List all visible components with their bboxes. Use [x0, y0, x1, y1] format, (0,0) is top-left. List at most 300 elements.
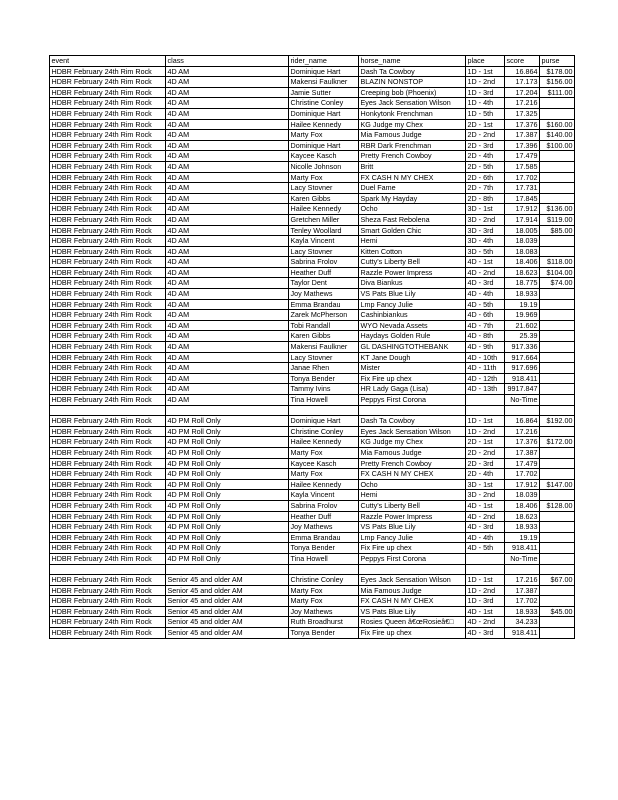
- cell-place: 3D - 1st: [466, 204, 505, 215]
- cell-rider-name: Taylor Dent: [289, 278, 359, 289]
- cell-purse: [540, 246, 575, 257]
- cell-score: 918.411: [505, 543, 540, 554]
- cell-event: HDBR February 24th Rim Rock: [50, 151, 166, 162]
- cell-horse-name: KG Judge my Chex: [359, 437, 466, 448]
- cell-place: 3D - 5th: [466, 246, 505, 257]
- table-row: [50, 161, 575, 172]
- cell-purse: $45.00: [540, 606, 575, 617]
- cell-score: 17.912: [505, 479, 540, 490]
- cell-class: 4D AM: [166, 384, 289, 395]
- cell-horse-name: Razzle Power Impress: [359, 511, 466, 522]
- table-row: [50, 395, 575, 406]
- cell-horse-name: Rosies Queen â€œRosieâ€□: [359, 617, 466, 628]
- table-row: [50, 606, 575, 617]
- table-row: [50, 299, 575, 310]
- header-cell-score: score: [505, 56, 540, 67]
- cell-horse-name: Dash Ta Cowboy: [359, 416, 466, 427]
- table-row: [50, 320, 575, 331]
- cell-event: HDBR February 24th Rim Rock: [50, 193, 166, 204]
- cell-purse: $85.00: [540, 225, 575, 236]
- cell-event: HDBR February 24th Rim Rock: [50, 214, 166, 225]
- cell-horse-name: Haydays Golden Rule: [359, 331, 466, 342]
- cell-event: HDBR February 24th Rim Rock: [50, 130, 166, 141]
- cell-event: HDBR February 24th Rim Rock: [50, 532, 166, 543]
- cell-class: 4D AM: [166, 373, 289, 384]
- header-cell-rider-name: rider_name: [289, 56, 359, 67]
- cell-purse: [540, 543, 575, 554]
- table-row: [50, 87, 575, 98]
- cell-class: 4D AM: [166, 183, 289, 194]
- table-row: [50, 628, 575, 639]
- cell-score: 17.376: [505, 437, 540, 448]
- cell-place: 4D - 8th: [466, 331, 505, 342]
- cell-place: 3D - 2nd: [466, 490, 505, 501]
- cell-horse-name: VS Pats Blue Lily: [359, 606, 466, 617]
- table-row: [50, 363, 575, 374]
- cell-purse: $128.00: [540, 500, 575, 511]
- cell-rider-name: Tina Howell: [289, 553, 359, 564]
- cell-score: 19.969: [505, 310, 540, 321]
- cell-rider-name: Joy Mathews: [289, 289, 359, 300]
- empty-cell: [540, 564, 575, 575]
- cell-event: HDBR February 24th Rim Rock: [50, 458, 166, 469]
- cell-event: HDBR February 24th Rim Rock: [50, 395, 166, 406]
- cell-score: 17.216: [505, 575, 540, 586]
- cell-purse: $118.00: [540, 257, 575, 268]
- cell-horse-name: BLAZIN NONSTOP: [359, 77, 466, 88]
- table-row: [50, 522, 575, 533]
- cell-place: 1D - 4th: [466, 98, 505, 109]
- cell-class: 4D AM: [166, 77, 289, 88]
- table-row: [50, 447, 575, 458]
- cell-event: HDBR February 24th Rim Rock: [50, 384, 166, 395]
- cell-horse-name: GL DASHINGTOTHEBANK: [359, 342, 466, 353]
- empty-cell: [505, 564, 540, 575]
- cell-event: HDBR February 24th Rim Rock: [50, 617, 166, 628]
- cell-place: 1D - 3rd: [466, 87, 505, 98]
- cell-event: HDBR February 24th Rim Rock: [50, 522, 166, 533]
- cell-horse-name: FX CASH N MY CHEX: [359, 596, 466, 607]
- cell-class: 4D AM: [166, 66, 289, 77]
- cell-place: 4D - 3rd: [466, 278, 505, 289]
- empty-cell: [540, 405, 575, 416]
- cell-event: HDBR February 24th Rim Rock: [50, 553, 166, 564]
- cell-horse-name: Peppys First Corona: [359, 553, 466, 564]
- cell-class: 4D AM: [166, 204, 289, 215]
- cell-horse-name: RBR Dark Frenchman: [359, 140, 466, 151]
- table-row: [50, 246, 575, 257]
- cell-class: 4D PM Roll Only: [166, 511, 289, 522]
- cell-class: 4D AM: [166, 278, 289, 289]
- cell-class: Senior 45 and older AM: [166, 617, 289, 628]
- cell-place: 3D - 4th: [466, 236, 505, 247]
- cell-event: HDBR February 24th Rim Rock: [50, 447, 166, 458]
- cell-place: 2D - 5th: [466, 161, 505, 172]
- cell-rider-name: Dominique Hart: [289, 140, 359, 151]
- cell-class: 4D PM Roll Only: [166, 437, 289, 448]
- cell-place: 4D - 3rd: [466, 628, 505, 639]
- cell-event: HDBR February 24th Rim Rock: [50, 246, 166, 257]
- cell-score: 18.775: [505, 278, 540, 289]
- cell-place: 4D - 13th: [466, 384, 505, 395]
- cell-score: 18.623: [505, 511, 540, 522]
- cell-place: 4D - 5th: [466, 543, 505, 554]
- cell-purse: [540, 628, 575, 639]
- table-row: [50, 352, 575, 363]
- cell-event: HDBR February 24th Rim Rock: [50, 490, 166, 501]
- cell-score: 17.376: [505, 119, 540, 130]
- cell-score: 17.585: [505, 161, 540, 172]
- cell-purse: [540, 331, 575, 342]
- cell-rider-name: Nicolle Johnson: [289, 161, 359, 172]
- cell-rider-name: Tobi Randall: [289, 320, 359, 331]
- cell-event: HDBR February 24th Rim Rock: [50, 543, 166, 554]
- cell-purse: [540, 596, 575, 607]
- empty-cell: [50, 405, 166, 416]
- cell-purse: [540, 161, 575, 172]
- cell-horse-name: Eyes Jack Sensation Wilson: [359, 575, 466, 586]
- empty-cell: [166, 564, 289, 575]
- cell-class: 4D AM: [166, 331, 289, 342]
- cell-rider-name: Zarek McPherson: [289, 310, 359, 321]
- cell-score: 17.912: [505, 204, 540, 215]
- table-row: [50, 77, 575, 88]
- cell-place: 1D - 3rd: [466, 596, 505, 607]
- cell-rider-name: Kaycee Kasch: [289, 458, 359, 469]
- table-row: [50, 236, 575, 247]
- cell-class: 4D AM: [166, 267, 289, 278]
- cell-event: HDBR February 24th Rim Rock: [50, 416, 166, 427]
- table-row: [50, 532, 575, 543]
- table-row: [50, 500, 575, 511]
- cell-purse: $147.00: [540, 479, 575, 490]
- cell-horse-name: Ocho: [359, 479, 466, 490]
- cell-horse-name: Fix Fire up chex: [359, 628, 466, 639]
- cell-horse-name: VS Pats Blue Lily: [359, 289, 466, 300]
- cell-class: 4D AM: [166, 172, 289, 183]
- cell-class: 4D AM: [166, 214, 289, 225]
- cell-class: 4D PM Roll Only: [166, 479, 289, 490]
- cell-horse-name: Diva Biankus: [359, 278, 466, 289]
- cell-horse-name: Pretty French Cowboy: [359, 151, 466, 162]
- table-row: [50, 426, 575, 437]
- cell-event: HDBR February 24th Rim Rock: [50, 236, 166, 247]
- cell-score: 18.039: [505, 236, 540, 247]
- cell-place: 1D - 2nd: [466, 585, 505, 596]
- cell-score: 17.479: [505, 151, 540, 162]
- cell-rider-name: Hailee Kennedy: [289, 437, 359, 448]
- cell-rider-name: Tonya Bender: [289, 543, 359, 554]
- cell-purse: [540, 395, 575, 406]
- cell-class: 4D PM Roll Only: [166, 447, 289, 458]
- table-row: [50, 511, 575, 522]
- cell-class: 4D PM Roll Only: [166, 426, 289, 437]
- cell-rider-name: Christine Conley: [289, 98, 359, 109]
- cell-event: HDBR February 24th Rim Rock: [50, 299, 166, 310]
- cell-rider-name: Tammy Ivins: [289, 384, 359, 395]
- cell-purse: [540, 426, 575, 437]
- cell-horse-name: Ocho: [359, 204, 466, 215]
- cell-place: 2D - 4th: [466, 469, 505, 480]
- cell-class: Senior 45 and older AM: [166, 596, 289, 607]
- cell-score: No-Time: [505, 395, 540, 406]
- cell-rider-name: Makensi Faulkner: [289, 77, 359, 88]
- cell-score: 918.411: [505, 373, 540, 384]
- cell-purse: [540, 373, 575, 384]
- cell-score: 917.696: [505, 363, 540, 374]
- cell-class: 4D AM: [166, 225, 289, 236]
- cell-event: HDBR February 24th Rim Rock: [50, 172, 166, 183]
- cell-place: 4D - 5th: [466, 299, 505, 310]
- cell-horse-name: Honkytonk Frenchman: [359, 108, 466, 119]
- cell-place: 2D - 6th: [466, 172, 505, 183]
- cell-score: 19.19: [505, 532, 540, 543]
- cell-rider-name: Gretchen Miller: [289, 214, 359, 225]
- cell-score: 21.602: [505, 320, 540, 331]
- cell-rider-name: Marty Fox: [289, 447, 359, 458]
- cell-purse: [540, 352, 575, 363]
- cell-horse-name: Smart Golden Chic: [359, 225, 466, 236]
- cell-rider-name: Sabrina Frolov: [289, 257, 359, 268]
- cell-purse: [540, 384, 575, 395]
- cell-score: 18.083: [505, 246, 540, 257]
- cell-place: 4D - 4th: [466, 289, 505, 300]
- cell-rider-name: Karen Gibbs: [289, 193, 359, 204]
- table-row: [50, 151, 575, 162]
- cell-event: HDBR February 24th Rim Rock: [50, 479, 166, 490]
- cell-rider-name: Kaycee Kasch: [289, 151, 359, 162]
- cell-place: 4D - 6th: [466, 310, 505, 321]
- cell-rider-name: Emma Brandau: [289, 299, 359, 310]
- cell-rider-name: Tonya Bender: [289, 373, 359, 384]
- cell-class: Senior 45 and older AM: [166, 606, 289, 617]
- cell-event: HDBR February 24th Rim Rock: [50, 596, 166, 607]
- cell-place: 2D - 2nd: [466, 130, 505, 141]
- cell-horse-name: KT Jane Dough: [359, 352, 466, 363]
- header-cell-class: class: [166, 56, 289, 67]
- cell-purse: [540, 183, 575, 194]
- header-cell-purse: purse: [540, 56, 575, 67]
- cell-horse-name: Peppys First Corona: [359, 395, 466, 406]
- cell-place: 4D - 10th: [466, 352, 505, 363]
- cell-rider-name: Lacy Stovner: [289, 246, 359, 257]
- cell-class: Senior 45 and older AM: [166, 628, 289, 639]
- empty-cell: [359, 405, 466, 416]
- cell-event: HDBR February 24th Rim Rock: [50, 511, 166, 522]
- cell-purse: [540, 585, 575, 596]
- cell-event: HDBR February 24th Rim Rock: [50, 289, 166, 300]
- cell-rider-name: Joy Mathews: [289, 522, 359, 533]
- cell-place: 4D - 1st: [466, 500, 505, 511]
- cell-event: HDBR February 24th Rim Rock: [50, 183, 166, 194]
- cell-event: HDBR February 24th Rim Rock: [50, 98, 166, 109]
- cell-event: HDBR February 24th Rim Rock: [50, 352, 166, 363]
- cell-rider-name: Dominique Hart: [289, 66, 359, 77]
- empty-cell: [166, 405, 289, 416]
- cell-score: 18.933: [505, 606, 540, 617]
- cell-class: 4D AM: [166, 289, 289, 300]
- cell-class: 4D AM: [166, 151, 289, 162]
- cell-horse-name: Dash Ta Cowboy: [359, 66, 466, 77]
- cell-class: 4D AM: [166, 395, 289, 406]
- empty-cell: [289, 405, 359, 416]
- cell-rider-name: Marty Fox: [289, 172, 359, 183]
- cell-event: HDBR February 24th Rim Rock: [50, 278, 166, 289]
- table-row: [50, 119, 575, 130]
- cell-place: 2D - 3rd: [466, 458, 505, 469]
- cell-score: 34.233: [505, 617, 540, 628]
- cell-purse: [540, 511, 575, 522]
- cell-purse: $160.00: [540, 119, 575, 130]
- table-row: [50, 204, 575, 215]
- cell-purse: [540, 289, 575, 300]
- cell-purse: [540, 320, 575, 331]
- cell-class: 4D PM Roll Only: [166, 416, 289, 427]
- cell-place: 1D - 1st: [466, 416, 505, 427]
- empty-cell: [359, 564, 466, 575]
- cell-horse-name: Creeping bob (Phoenix): [359, 87, 466, 98]
- cell-class: 4D PM Roll Only: [166, 469, 289, 480]
- cell-place: 4D - 1st: [466, 257, 505, 268]
- cell-class: 4D AM: [166, 140, 289, 151]
- cell-score: 18.406: [505, 500, 540, 511]
- cell-class: 4D PM Roll Only: [166, 543, 289, 554]
- cell-rider-name: Heather Duff: [289, 267, 359, 278]
- cell-place: 2D - 2nd: [466, 447, 505, 458]
- header-cell-place: place: [466, 56, 505, 67]
- cell-place: 2D - 3rd: [466, 140, 505, 151]
- cell-rider-name: Janae Rhen: [289, 363, 359, 374]
- header-cell-event: event: [50, 56, 166, 67]
- cell-purse: [540, 236, 575, 247]
- cell-horse-name: VS Pats Blue Lily: [359, 522, 466, 533]
- cell-score: 25.39: [505, 331, 540, 342]
- cell-purse: $74.00: [540, 278, 575, 289]
- table-row: [50, 458, 575, 469]
- table-row: [50, 98, 575, 109]
- cell-purse: $100.00: [540, 140, 575, 151]
- cell-purse: $172.00: [540, 437, 575, 448]
- table-row: [50, 108, 575, 119]
- cell-class: 4D AM: [166, 119, 289, 130]
- cell-event: HDBR February 24th Rim Rock: [50, 140, 166, 151]
- table-row: [50, 384, 575, 395]
- cell-class: Senior 45 and older AM: [166, 585, 289, 596]
- cell-event: HDBR February 24th Rim Rock: [50, 575, 166, 586]
- table-row: [50, 342, 575, 353]
- cell-place: 1D - 2nd: [466, 77, 505, 88]
- cell-place: 3D - 2nd: [466, 214, 505, 225]
- cell-event: HDBR February 24th Rim Rock: [50, 628, 166, 639]
- table-row: [50, 553, 575, 564]
- cell-score: No-Time: [505, 553, 540, 564]
- cell-event: HDBR February 24th Rim Rock: [50, 87, 166, 98]
- cell-score: 17.216: [505, 98, 540, 109]
- cell-place: 3D - 3rd: [466, 225, 505, 236]
- cell-rider-name: Karen Gibbs: [289, 331, 359, 342]
- cell-place: 4D - 4th: [466, 532, 505, 543]
- cell-event: HDBR February 24th Rim Rock: [50, 606, 166, 617]
- table-row: [50, 267, 575, 278]
- header-cell-horse-name: horse_name: [359, 56, 466, 67]
- cell-purse: [540, 108, 575, 119]
- cell-place: [466, 553, 505, 564]
- cell-horse-name: Lmp Fancy Julie: [359, 299, 466, 310]
- cell-purse: $67.00: [540, 575, 575, 586]
- cell-score: 918.411: [505, 628, 540, 639]
- cell-horse-name: KG Judge my Chex: [359, 119, 466, 130]
- table-row: [50, 543, 575, 554]
- cell-score: 917.336: [505, 342, 540, 353]
- cell-score: 18.933: [505, 522, 540, 533]
- cell-horse-name: Mia Famous Judge: [359, 585, 466, 596]
- cell-score: 19.19: [505, 299, 540, 310]
- table-row: [50, 596, 575, 607]
- cell-horse-name: Razzle Power Impress: [359, 267, 466, 278]
- cell-purse: [540, 522, 575, 533]
- cell-horse-name: Mister: [359, 363, 466, 374]
- cell-horse-name: Sheza Fast Rebolena: [359, 214, 466, 225]
- cell-class: 4D PM Roll Only: [166, 490, 289, 501]
- cell-purse: [540, 299, 575, 310]
- cell-horse-name: FX CASH N MY CHEX: [359, 469, 466, 480]
- cell-horse-name: Pretty French Cowboy: [359, 458, 466, 469]
- cell-place: 2D - 1st: [466, 437, 505, 448]
- cell-score: 18.005: [505, 225, 540, 236]
- cell-score: 17.325: [505, 108, 540, 119]
- cell-horse-name: Hemi: [359, 490, 466, 501]
- cell-place: 3D - 1st: [466, 479, 505, 490]
- cell-rider-name: Kayla Vincent: [289, 490, 359, 501]
- cell-horse-name: Fix Fire up chex: [359, 543, 466, 554]
- cell-purse: [540, 310, 575, 321]
- cell-class: 4D AM: [166, 98, 289, 109]
- cell-rider-name: Marty Fox: [289, 130, 359, 141]
- cell-purse: [540, 532, 575, 543]
- cell-horse-name: Fix Fire up chex: [359, 373, 466, 384]
- cell-class: 4D AM: [166, 320, 289, 331]
- cell-score: 17.387: [505, 130, 540, 141]
- table-row: [50, 469, 575, 480]
- cell-place: 4D - 9th: [466, 342, 505, 353]
- cell-event: HDBR February 24th Rim Rock: [50, 426, 166, 437]
- cell-rider-name: Marty Fox: [289, 585, 359, 596]
- table-row: [50, 193, 575, 204]
- table-row: [50, 617, 575, 628]
- cell-class: 4D AM: [166, 342, 289, 353]
- cell-score: 17.731: [505, 183, 540, 194]
- cell-class: 4D AM: [166, 87, 289, 98]
- cell-rider-name: Hailee Kennedy: [289, 204, 359, 215]
- cell-class: Senior 45 and older AM: [166, 575, 289, 586]
- cell-rider-name: Christine Conley: [289, 575, 359, 586]
- cell-place: 4D - 12th: [466, 373, 505, 384]
- cell-class: 4D AM: [166, 257, 289, 268]
- cell-score: 17.387: [505, 585, 540, 596]
- cell-score: 17.387: [505, 447, 540, 458]
- cell-class: 4D AM: [166, 246, 289, 257]
- table-row: [50, 479, 575, 490]
- cell-class: 4D PM Roll Only: [166, 522, 289, 533]
- cell-purse: $140.00: [540, 130, 575, 141]
- cell-horse-name: Spark My Hayday: [359, 193, 466, 204]
- table-row: [50, 289, 575, 300]
- table-row: [50, 172, 575, 183]
- cell-purse: $192.00: [540, 416, 575, 427]
- cell-horse-name: Cashinbiankus: [359, 310, 466, 321]
- cell-horse-name: Lmp Fancy Julie: [359, 532, 466, 543]
- cell-place: 1D - 1st: [466, 575, 505, 586]
